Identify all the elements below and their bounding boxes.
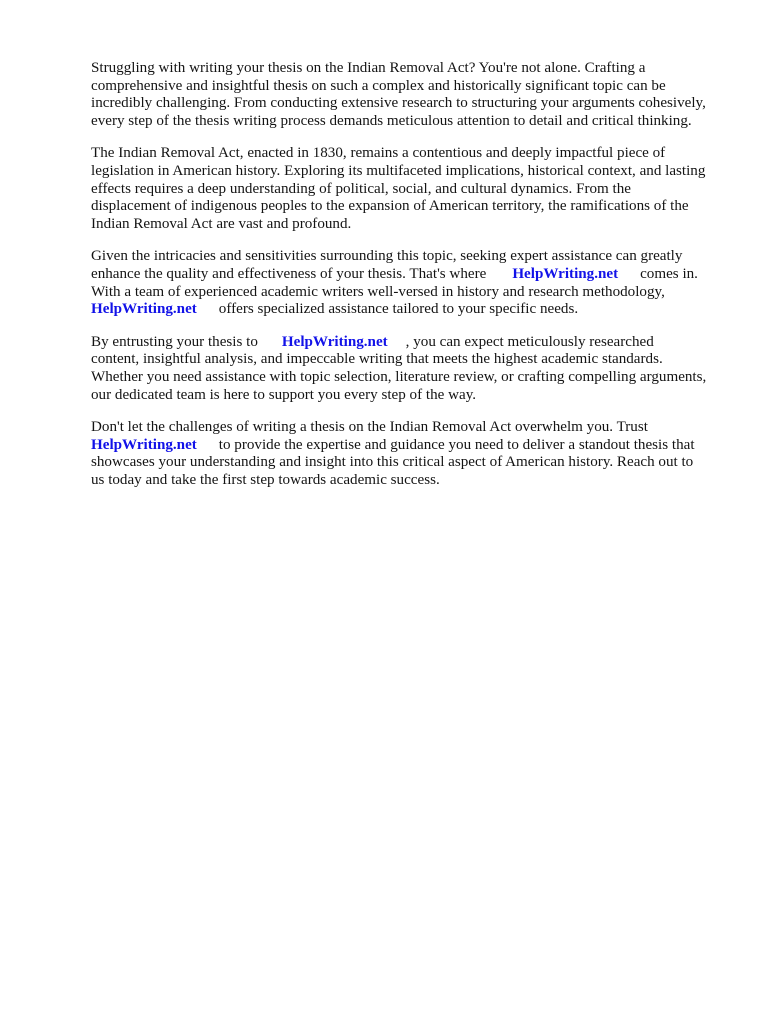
text-line: our dedicated team is here to support you every step of the way. (91, 386, 477, 403)
text-line: us today and take the first step towards academic success. (91, 471, 440, 488)
text-line: Don't let the challenges of writing a thesis on the Indian Removal Act overwhelm you. Trust (91, 419, 648, 436)
text-segment: offers specialized assistance tailored to your specific needs. (218, 301, 579, 318)
paragraph-history (91, 145, 731, 233)
text-line: showcases your understanding and insight into this critical aspect of American history. Reach out to (91, 454, 694, 471)
text-line: Whether you need assistance with topic selection, literature review, or crafting compelling arguments, (91, 368, 707, 385)
text-segment: , you can expect meticulously researched (405, 333, 654, 350)
text-line: legislation in American history. Exploring its multifaceted implications, historical context, and lasting (91, 162, 706, 179)
paragraph-intro (91, 60, 731, 130)
text-line (91, 266, 731, 284)
text-segment: enhance the quality and effectiveness of your thesis. That's where (91, 265, 487, 282)
text-line: displacement of indigenous peoples to the expansion of American territory, the ramifications of the (91, 198, 689, 215)
paragraph-entrusting (91, 334, 731, 404)
text-segment: By entrusting your thesis to (91, 333, 258, 350)
text-segment: comes in. (640, 265, 698, 282)
text-line (91, 437, 731, 455)
text-line: With a team of experienced academic writers well-versed in history and research methodology, (91, 283, 665, 300)
text-line (91, 301, 731, 319)
text-line: The Indian Removal Act, enacted in 1830, remains a contentious and deeply impactful piece of (91, 145, 666, 162)
text-line: Given the intricacies and sensitivities surrounding this topic, seeking expert assistance can greatly (91, 248, 683, 265)
helpwriting-link[interactable]: HelpWriting.net (512, 265, 619, 282)
text-line: incredibly challenging. From conducting extensive research to structuring your arguments cohesively, (91, 95, 706, 112)
document-body (91, 60, 731, 504)
text-line: comprehensive and insightful thesis on such a complex and historically significant topic can be (91, 77, 666, 94)
text-segment: to provide the expertise and guidance you need to deliver a standout thesis that (218, 436, 695, 453)
paragraph-closing (91, 419, 731, 489)
text-line: effects requires a deep understanding of political, social, and cultural dynamics. From the (91, 180, 631, 197)
helpwriting-link[interactable]: HelpWriting.net (91, 436, 197, 453)
text-line: Indian Removal Act are vast and profound. (91, 215, 352, 232)
text-line: every step of the thesis writing process demands meticulous attention to detail and critical thinking. (91, 112, 692, 129)
paragraph-assistance (91, 248, 731, 318)
text-line (91, 334, 731, 352)
text-line: content, insightful analysis, and impeccable writing that meets the highest academic standards. (91, 351, 663, 368)
helpwriting-link[interactable]: HelpWriting.net (91, 301, 197, 318)
helpwriting-link[interactable]: HelpWriting.net (281, 333, 388, 350)
text-line: Struggling with writing your thesis on the Indian Removal Act? You're not alone. Crafting a (91, 60, 646, 76)
